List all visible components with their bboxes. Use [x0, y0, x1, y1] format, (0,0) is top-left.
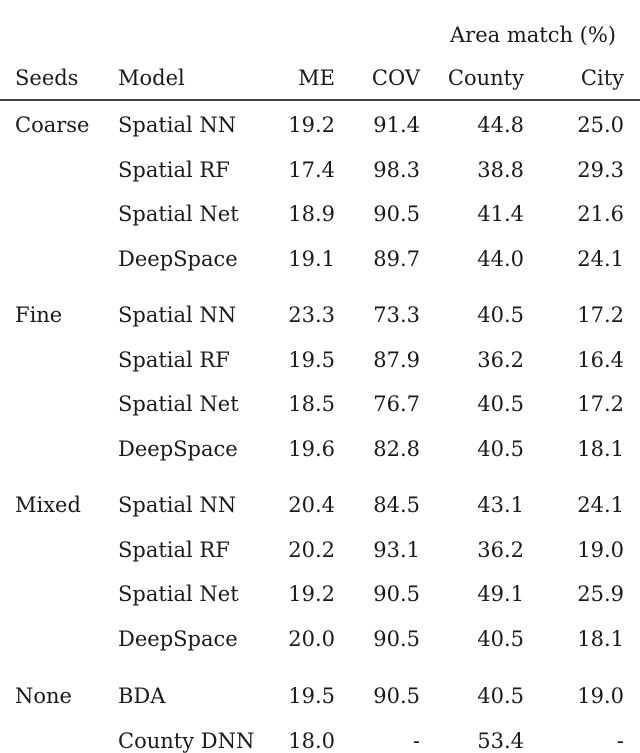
- county-cell: 40.5: [477, 436, 524, 461]
- cov-cell: 93.1: [373, 537, 420, 562]
- cov-cell: 90.5: [373, 684, 420, 708]
- city-cell: 24.1: [577, 493, 624, 517]
- model-cell: Spatial Net: [118, 202, 239, 227]
- model-cell: Spatial RF: [118, 157, 230, 182]
- me-cell: 17.4: [288, 157, 335, 182]
- header-model: Model: [118, 66, 185, 90]
- model-cell: Spatial NN: [118, 493, 237, 517]
- city-cell: 29.3: [577, 157, 624, 182]
- me-cell: 20.4: [288, 493, 335, 517]
- cov-cell: 90.5: [373, 582, 420, 607]
- model-cell: DeepSpace: [118, 626, 238, 651]
- me-cell: 18.0: [288, 728, 335, 753]
- city-cell: 18.1: [577, 436, 624, 461]
- me-cell: 19.1: [288, 246, 335, 271]
- county-cell: 36.2: [477, 347, 524, 372]
- cov-cell: 91.4: [373, 113, 420, 137]
- seeds-label: Fine: [15, 303, 63, 327]
- county-cell: 43.1: [477, 493, 524, 517]
- model-cell: Spatial RF: [118, 537, 230, 562]
- model-cell: DeepSpace: [118, 246, 238, 271]
- model-cell: Spatial RF: [118, 347, 230, 372]
- county-cell: 53.4: [477, 728, 524, 753]
- seeds-label: Mixed: [15, 493, 81, 517]
- me-cell: 19.5: [288, 684, 335, 708]
- header-rule: [0, 99, 640, 101]
- city-cell: 25.9: [577, 582, 624, 607]
- county-cell: 40.5: [477, 303, 524, 327]
- me-cell: 20.2: [288, 537, 335, 562]
- county-cell: 44.8: [477, 113, 524, 137]
- model-cell: Spatial NN: [118, 303, 237, 327]
- county-cell: 41.4: [477, 202, 524, 227]
- header-me: ME: [298, 66, 335, 90]
- county-cell: 49.1: [477, 582, 524, 607]
- header-county: County: [447, 66, 524, 90]
- cov-cell: 87.9: [373, 347, 420, 372]
- model-cell: County DNN: [118, 728, 255, 753]
- model-cell: BDA: [118, 684, 166, 708]
- me-cell: 18.9: [288, 202, 335, 227]
- me-cell: 20.0: [288, 626, 335, 651]
- city-cell: -: [616, 728, 624, 753]
- model-cell: Spatial Net: [118, 392, 239, 417]
- city-cell: 21.6: [577, 202, 624, 227]
- city-cell: 19.0: [577, 537, 624, 562]
- cov-cell: 90.5: [373, 202, 420, 227]
- county-cell: 40.5: [477, 392, 524, 417]
- cov-cell: 84.5: [373, 493, 420, 517]
- me-cell: 23.3: [288, 303, 335, 327]
- county-cell: 36.2: [477, 537, 524, 562]
- county-cell: 38.8: [477, 157, 524, 182]
- city-cell: 25.0: [577, 113, 624, 137]
- cov-cell: 82.8: [373, 436, 420, 461]
- me-cell: 19.6: [288, 436, 335, 461]
- cov-cell: 73.3: [373, 303, 420, 327]
- cov-cell: -: [412, 728, 420, 753]
- header-seeds: Seeds: [15, 66, 79, 90]
- seeds-label: Coarse: [15, 113, 90, 137]
- model-cell: Spatial NN: [118, 113, 237, 137]
- county-cell: 40.5: [477, 684, 524, 708]
- cov-cell: 76.7: [373, 392, 420, 417]
- header-city: City: [580, 66, 624, 90]
- city-cell: 19.0: [577, 684, 624, 708]
- me-cell: 19.5: [288, 347, 335, 372]
- city-cell: 18.1: [577, 626, 624, 651]
- me-cell: 18.5: [288, 392, 335, 417]
- cov-cell: 89.7: [373, 246, 420, 271]
- model-cell: Spatial Net: [118, 582, 239, 607]
- seeds-label: None: [15, 684, 72, 708]
- city-cell: 17.2: [577, 392, 624, 417]
- county-cell: 44.0: [477, 246, 524, 271]
- cov-cell: 98.3: [373, 157, 420, 182]
- city-cell: 17.2: [577, 303, 624, 327]
- model-cell: DeepSpace: [118, 436, 238, 461]
- area-match-header: Area match (%): [450, 23, 617, 47]
- cov-cell: 90.5: [373, 626, 420, 651]
- me-cell: 19.2: [288, 582, 335, 607]
- header-cov: COV: [371, 66, 420, 90]
- county-cell: 40.5: [477, 626, 524, 651]
- city-cell: 16.4: [577, 347, 624, 372]
- me-cell: 19.2: [288, 113, 335, 137]
- city-cell: 24.1: [577, 246, 624, 271]
